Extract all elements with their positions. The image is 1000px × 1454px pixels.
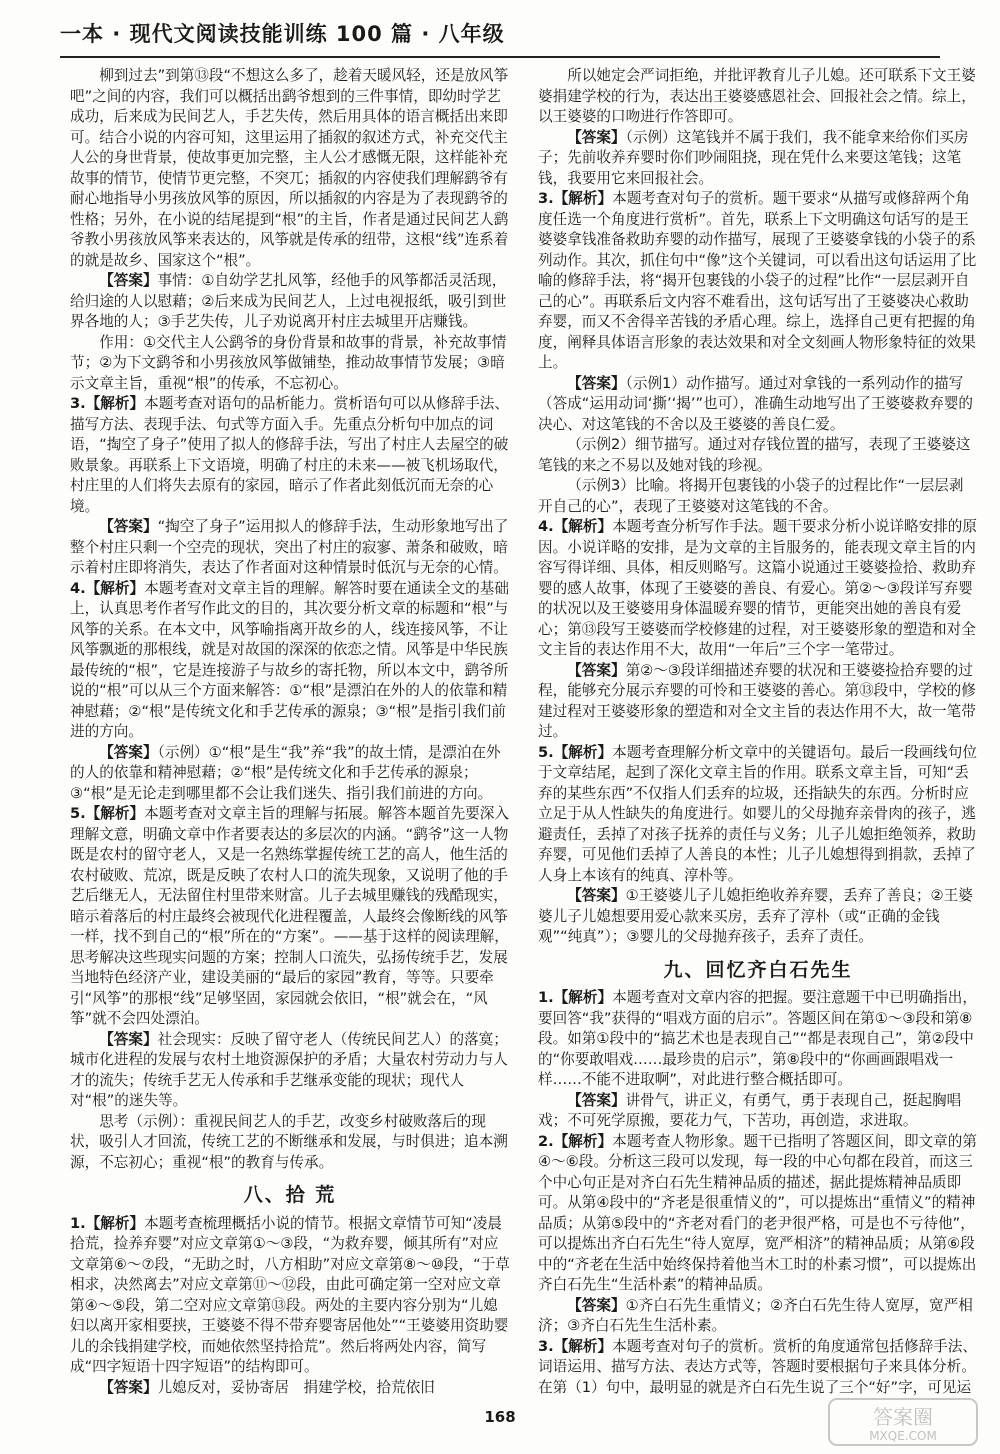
paragraph-text: 本题考查对文章内容的把握。要注意题干中已明确指出，要回答“我”获得的“唱戏方面的启示”。答题区间在第①～③段和第⑧段。如第①段中的“搞艺术也是表现自己”“都是表现自己”，第②段中的“你要敢唱戏……最珍贵的启示”，第⑧段中的“你画画跟唱戏一样……不能不进取啊”，对此进行整合概括即可。 bbox=[538, 989, 977, 1088]
paragraph-text: ①齐白石先生重情义；②齐白石先生待人宽厚，宽严相济；③齐白石先生生活朴素。 bbox=[538, 1296, 973, 1334]
paragraph-text: （示例2）细节描写。通过对存钱位置的描写，表现了王婆婆这笔钱的来之不易以及她对钱的珍视。 bbox=[538, 436, 971, 474]
question-number: 4. bbox=[70, 579, 86, 597]
paragraph-text: （示例）这笔钱并不属于我们，我不能拿来给你们买房子；先前收养弃婴时你们吵闹阻挠，现在凭什么来要这笔钱；这笔钱，我要用它来回报社会。 bbox=[538, 128, 969, 187]
answer-paragraph bbox=[538, 189, 978, 374]
answer-tag: 【答案】 bbox=[567, 887, 626, 904]
answer-paragraph bbox=[538, 1132, 978, 1296]
answer-paragraph bbox=[70, 743, 510, 805]
left-column bbox=[70, 66, 510, 1396]
answer-paragraph bbox=[538, 517, 978, 661]
answer-tag: 【解析】 bbox=[85, 579, 145, 597]
answer-tag: 【解析】 bbox=[553, 190, 613, 207]
paragraph-text: 本题考查对句子的赏析。赏析的角度通常包括修辞手法、词语运用、描写方法、表达方式等，答题时要根据句子来具体分析。在第（1）句中，最明显的就是齐白石先生说了三个“好”字，可见运 bbox=[538, 1337, 977, 1396]
watermark-bottom: MXQE.COM bbox=[869, 1429, 937, 1443]
paragraph-text: （示例）①“根”是生“我”养“我”的故土情，是漂泊在外的人的依靠和精神慰藉；②“根”是传统文化和手艺传承的源泉；③“根”是无论走到哪里都不会让我们迷失、指引我们前进的方向。 bbox=[70, 743, 501, 802]
answer-tag: 【解析】 bbox=[553, 1132, 613, 1150]
answer-paragraph bbox=[538, 1337, 978, 1397]
watermark-logo-icon bbox=[828, 1398, 978, 1446]
answer-tag: 【答案】 bbox=[567, 1091, 626, 1109]
answer-paragraph bbox=[70, 394, 510, 517]
answer-paragraph bbox=[538, 435, 978, 476]
question-number: 5. bbox=[70, 805, 86, 822]
answer-paragraph bbox=[70, 271, 510, 333]
answer-tag: 【解析】 bbox=[85, 1214, 145, 1232]
question-number: 1. bbox=[70, 1214, 86, 1232]
paragraph-text: （示例1）动作描写。通过对拿钱的一系列动作的描写（答成“运用动词‘撕’‘揭’”也可），准确生动地写出了王婆婆救弃婴的决心、对这笔钱的不舍以及王婆婆的善良仁爱。 bbox=[538, 374, 974, 433]
answer-paragraph bbox=[70, 804, 510, 1030]
answer-tag: 【答案】 bbox=[99, 1030, 158, 1048]
answer-paragraph bbox=[538, 661, 978, 743]
question-number: 4. bbox=[538, 518, 554, 535]
paragraph-text: 本题考查对文章主旨的理解。解答时要在通读全文的基础上，认真思考作者写作此文的目的，其次要分析文章的标题和“根”与风筝的关系。在本文中，风筝喻指离开故乡的人，线连接风筝，不让风筝飘逝的那根线，就是对故国的深深的依恋之情。风筝是中华民族最传统的“根”，它是连接游子与故乡的寄托物，所以本文中，鹞爷所说的“根”可以从三个方面来解答：①“根”是漂泊在外的人的依靠和精神慰藉；②“根”是传统文化和手艺传承的源泉；③“根”是指引我们前进的方向。 bbox=[70, 579, 509, 740]
answer-paragraph bbox=[538, 988, 978, 1091]
answer-tag: 【答案】 bbox=[567, 128, 626, 146]
answer-tag: 【解析】 bbox=[553, 1337, 613, 1355]
answer-paragraph bbox=[538, 66, 978, 128]
page-number: 168 bbox=[484, 1408, 516, 1426]
answer-paragraph bbox=[538, 886, 978, 948]
question-number: 1. bbox=[538, 989, 554, 1006]
answer-tag: 【解析】 bbox=[553, 989, 613, 1006]
question-number: 3. bbox=[538, 1337, 554, 1355]
paragraph-text: 本题考查对语句的品析能力。赏析语句可以从修辞手法、描写方法、表现手法、句式等方面入手。先重点分析句中加点的词语，“掏空了身子”使用了拟人的修辞手法，写出了村庄人去屋空的破败景象。再联系上下文语境，明确了村庄的未来——被飞机场取代，村庄里的人们将失去原有的家园，暗示了作者此刻低沉而无奈的心境。 bbox=[70, 395, 509, 515]
paragraph-text: 社会现实：反映了留守老人（传统民间艺人）的落寞；城市化进程的发展与农村土地资源保护的矛盾；大量农村劳动力与人才的流失；传统手艺无人传承和手艺继承变能的现状；现代人对“根”的迷失等。 bbox=[70, 1030, 508, 1109]
paragraph-text: 本题考查对句子的赏析。题干要求“从描写或修辞两个角度任选一个角度进行赏析”。首先，联系上下文明确这句话写的是王婆婆拿钱准备救助弃婴的动作描写，展现了王婆婆拿钱的小袋子的系列动作。其次，抓住句中“像”这个关键词，可以看出这句话运用了比喻的修辞手法，将“揭开包裹钱的小袋子的过程”比作“一层层剥开自己的心”。再联系后文内容不难看出，这句话写出了王婆婆决心救助弃婴，而又不舍得辛苦钱的矛盾心理。综上，选择自己更有把握的角度，阐释具体语言形象的表达效果和对全文刻画人物形象特征的效果上。 bbox=[538, 190, 977, 371]
answer-tag: 【解析】 bbox=[85, 805, 145, 822]
answer-paragraph bbox=[70, 333, 510, 395]
paragraph-text: ①王婆婆儿子儿媳拒绝收养弃婴，丢弃了善良；②王婆婆儿子儿媳想要用爱心款来买房，丢弃了淳朴（或“正确的金钱观”“纯真”）；③婴儿的父母抛弃孩子，丢弃了责任。 bbox=[538, 887, 973, 945]
answer-paragraph bbox=[70, 1378, 510, 1397]
paragraph-text: “掏空了身子”运用拟人的修辞手法，生动形象地写出了整个村庄只剩一个空壳的现状，突出了村庄的寂寥、萧条和破败，暗示着村庄即将消失，表达了作者面对这种情景时低沉与无奈的心情。 bbox=[70, 518, 509, 576]
answer-paragraph bbox=[70, 517, 510, 579]
question-number: 5. bbox=[538, 743, 554, 761]
answer-paragraph bbox=[70, 579, 510, 743]
paragraph-text: 讲骨气，讲正义，有勇气，勇于表现自己，挺起胸唱戏；不可死学原搬，要花力气，下苦功，再创造，求进取。 bbox=[538, 1091, 962, 1129]
answer-tag: 【答案】 bbox=[567, 374, 626, 392]
question-number: 2. bbox=[538, 1132, 554, 1150]
paragraph-text: 第②～③段详细描述弃婴的状况和王婆婆捡拾弃婴的过程，能够充分展示弃婴的可怜和王婆婆的善心。第⑬段中，学校的修建过程对王婆婆形象的塑造和对全文主旨的表达作用不大，故一笔带过。 bbox=[538, 661, 976, 740]
answer-tag: 【解析】 bbox=[553, 518, 613, 535]
answer-paragraph bbox=[538, 743, 978, 887]
paragraph-text: 本题考查对文章主旨的理解与拓展。解答本题首先要深入理解文意，明确文章中作者要表达的多层次的内涵。“鹞爷”这一人物既是农村的留守老人，又是一名熟练掌握传统工艺的高人，他生活的农村破败、荒凉，既是反映了农村人口的流失现象，又说明了他的手艺后继无人，无法留住村里带来财富。儿子去城里赚钱的残酷现实，暗示着落后的村庄最终会被现代化进程覆盖，人最终会像断线的风筝一样，找不到自己的“根”所在的“方案”。——基于这样的阅读理解，思考解决这些现实问题的方案；控制人口流失，弘扬传统手艺，发展当地特色经济产业，建设美丽的“最后的家园”教育，等等。只要牵引“风筝”的那根“线”足够坚固，家园就会依旧，“根”就会在，“风筝”就不会四处漂泊。 bbox=[70, 805, 509, 1027]
answer-tag: 【答案】 bbox=[567, 1296, 626, 1314]
running-header: 一本 · 现代文阅读技能训练 100 篇 · 八年级 bbox=[60, 22, 505, 46]
answer-tag: 【答案】 bbox=[567, 661, 626, 679]
paragraph-text: 本题考查分析写作手法。题干要求分析小说详略安排的原因。小说详略的安排，是为文章的主旨服务的，能表现文章主旨的内容写得详细、具体，相反则略写。这篇小说通过王婆婆捡拾、救助弃婴的感人故事，体现了王婆婆的善良、有爱心。第②～③段详写弃婴的状况以及王婆婆用身体温暖弃婴的情节，更能突出她的善良有爱心；第⑬段写王婆婆而学校修建的过程，对王婆婆形象的塑造和对全文主旨的表达作用不大，故用“一年后”三个字一笔带过。 bbox=[538, 518, 977, 658]
answer-tag: 【答案】 bbox=[99, 272, 158, 289]
answer-paragraph bbox=[538, 1296, 978, 1337]
paragraph-text: 柳到过去”到第⑬段“不想这么多了，趁着天暖风轻，还是放风筝吧”之间的内容，我们可以概括出鹞爷想到的三件事情，即幼时学艺成功，后来成为民间艺人，手艺失传，然后用具体的语言概括出来即可。结合小说的内容可知，这里运用了插叙的叙述方式，补充交代主人公的身世背景，使故事更加完整，主人公才感慨无限，这样能补充故事的情节，使情节更完整，不突兀；插叙的内容使我们理解鹞爷有耐心地指导小男孩放风筝的原因，所以插叙的内容是为了表现鹞爷的性格；另外，在小说的结尾提到“根”的主旨，作者是通过民间艺人鹞爷教小男孩放风筝来表达的，风筝就是传承的纽带，这根“线”连系着的就是故乡、国家这个“根”。 bbox=[70, 67, 509, 269]
answer-tag: 【解析】 bbox=[85, 395, 145, 412]
answer-paragraph bbox=[538, 374, 978, 436]
paragraph-text: 事情：①自幼学艺扎风筝，经他手的风筝都活灵活现，给归途的人以慰藉；②后来成为民间艺人，上过电视报纸，吸引到世界各地的人；③手艺失传，儿子劝说离开村庄去城里开店赚钱。 bbox=[70, 272, 507, 330]
answer-tag: 【解析】 bbox=[553, 743, 613, 761]
answer-paragraph bbox=[70, 66, 510, 271]
question-number: 3. bbox=[70, 395, 86, 412]
answer-paragraph bbox=[538, 1091, 978, 1132]
answer-paragraph bbox=[538, 128, 978, 190]
right-column bbox=[538, 66, 978, 1396]
answer-paragraph bbox=[70, 1214, 510, 1378]
paragraph-text: （示例3）比喻。将揭开包裹钱的小袋子的过程比作“一层层剥开自己的心”，表现了王婆婆对这笔钱的不舍。 bbox=[538, 477, 964, 515]
answer-tag: 【答案】 bbox=[99, 743, 158, 761]
section-title: 八、拾 荒 bbox=[243, 1184, 337, 1206]
answer-tag: 【答案】 bbox=[99, 518, 158, 535]
question-number: 3. bbox=[538, 190, 554, 207]
answer-paragraph bbox=[538, 476, 978, 517]
watermark-top: 答案圈 bbox=[873, 1405, 933, 1429]
answer-tag: 【答案】 bbox=[99, 1378, 158, 1396]
paragraph-text: 所以她定会严词拒绝，并批评教育儿子儿媳。还可联系下文王婆婆捐建学校的行为，表达出王婆婆感恩社会、回报社会之情。综上，以王婆婆的口吻进行作答即可。 bbox=[538, 67, 976, 125]
header-rule bbox=[60, 56, 940, 58]
paragraph-text: 思考（示例）：重视民间艺人的手艺，改变乡村破败落后的现状，吸引人才回流，传统工艺的不断继承和发展，与时俱进；追本溯源，不忘初心；重视“根”的教育与传承。 bbox=[70, 1112, 508, 1171]
paragraph-text: 本题考查人物形象。题干已指明了答题区间，即文章的第④～⑥段。分析这三段可以发现，每一段的中心句都在段首，而这三个中心句正是对齐白石先生精神品质的描述，据此提炼精神品质即可。从第④段中的“齐老是很重情义的”，可以提炼出“重情义”的精神品质；从第⑤段中的“齐老对看门的老尹很严格，可是也不亏待他”，可以提炼出齐白石先生“待人宽厚，宽严相济”的精神品质；从第⑥段中的“齐老在生活中始终保持着他当木工时的朴素习惯”，可以提炼出齐白石先生“生活朴素”的精神品质。 bbox=[538, 1132, 977, 1293]
paragraph-text: 本题考查梳理概括小说的情节。根据文章情节可知“凌晨拾荒，捡养弃婴”对应文章第①～③段，“为救弃婴，倾其所有”对应文章第⑥～⑦段，“无助之时，八方相助”对应文章第⑧～⑩段，“于草相求，决然离去”对应文章第⑪～⑫段，由此可确定第一空对应文章第④～⑤段，第二空对应文章第⑬段。两处的主要内容分别为“儿媳妇以离开家相要挟，王婆婆不得不带弃婴寄居他处”“王婆婆用资助婴儿的余钱捐建学校，而她依然坚持拾荒”。然后将两处内容，简写成“四字短语十四字短语”的结构即可。 bbox=[70, 1214, 510, 1375]
answer-paragraph bbox=[70, 1112, 510, 1174]
paragraph-text: 儿媳反对，妥协寄居 捐建学校，拾荒依旧 bbox=[157, 1378, 435, 1396]
paragraph-text: 作用：①交代主人公鹞爷的身份背景和故事的背景，补充故事情节；②为下文鹞爷和小男孩放风筝做铺垫，推动故事情节发展；③暗示文章主旨，重视“根”的传承，不忘初心。 bbox=[70, 333, 507, 392]
section-title: 九、回忆齐白石先生 bbox=[663, 958, 853, 981]
answer-paragraph bbox=[70, 1030, 510, 1112]
paragraph-text: 本题考查理解分析文章中的关键语句。最后一段画线句位于文章结尾，起到了深化文章主旨的作用。联系文章主旨，可知“丢弃的某些东西”不仅指人们丢弃的垃圾，还指缺失的东西。分析时应立足于从人性缺失的角度进行。如婴儿的父母抛弃亲骨肉的孩子，逃避责任，丢掉了对孩子抚养的责任与义务；儿子儿媳拒绝领养，救助弃婴，可见他们丢掉了人善良的本性；儿子儿媳想得到捐款，丢掉了人身上本该有的纯真、淳朴等。 bbox=[538, 743, 977, 884]
